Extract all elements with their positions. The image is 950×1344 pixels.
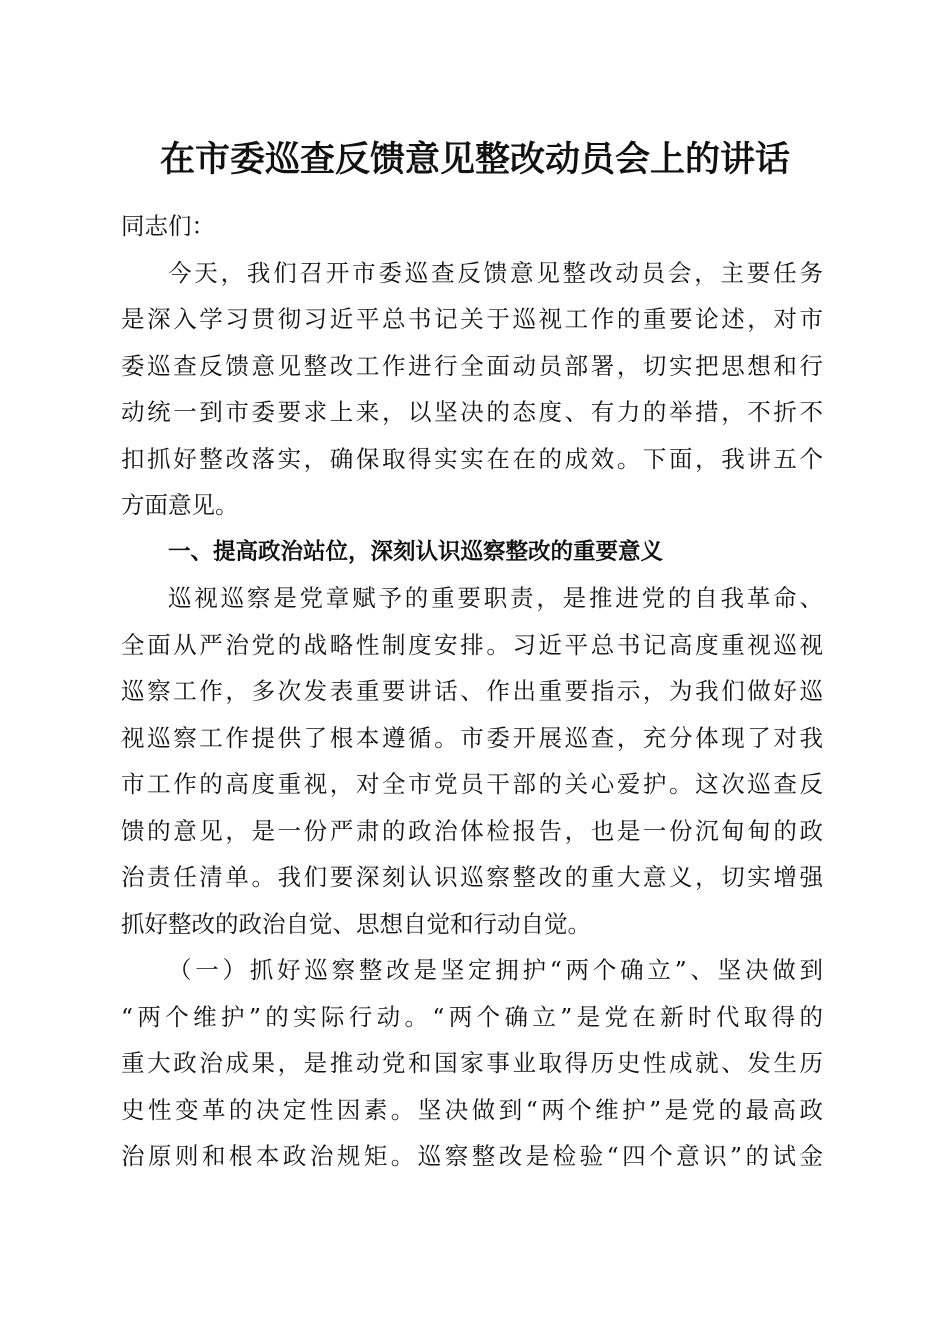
text-line: 市工作的高度重视，对全市党员干部的关心爱护。这次巡查反 [121,770,823,798]
text-line: 方面意见。 [121,491,239,519]
text-line: 全面从严治党的战略性制度安排。习近平总书记高度重视巡视 [121,630,823,659]
text-line: 是深入学习贯彻习近平总书记关于巡视工作的重要论述，对市 [121,305,823,333]
text-line: 抓好整改的政治自觉、思想自觉和行动自觉。 [121,909,591,938]
text-line: 馈的意见，是一份严肃的政治体检报告，也是一份沉甸甸的政 [121,816,823,845]
text-line: 今天，我们召开市委巡查反馈意见整改动员会，主要任务 [168,258,823,287]
text-line: 治责任清单。我们要深刻认识巡察整改的重大意义，切实增强 [121,863,823,891]
paragraph-section-one [121,575,823,947]
paragraph-subsection-one [121,947,823,1180]
section-heading: 一、提高政治站位，深刻认识巡察整改的重要意义 [168,538,664,565]
paragraph-opening [121,250,823,529]
document-body [121,203,823,1180]
text-line: 委巡查反馈意见整改工作进行全面动员部署，切实把思想和行 [121,351,823,380]
text-line: 治原则和根本政治规矩。巡察整改是检验“四个意识”的试金 [121,1142,823,1170]
text-line: “两个维护”的实际行动。“两个确立”是党在新时代取得的 [121,1002,823,1031]
text-line: 巡视巡察是党章赋予的重要职责，是推进党的自我革命、 [168,584,823,612]
text-line: 史性变革的决定性因素。坚决做到“两个维护”是党的最高政 [121,1095,823,1124]
text-line: 扣抓好整改落实，确保取得实实在在的成效。下面，我讲五个 [121,444,823,473]
text-line: 巡察工作，多次发表重要讲话、作出重要指示，为我们做好巡 [121,677,823,705]
text-line: 动统一到市委要求上来，以坚决的态度、有力的举措，不折不 [121,398,823,426]
text-line: 重大政治成果，是推动党和国家事业取得历史性成就、发生历 [121,1049,823,1077]
document-title: 在市委巡查反馈意见整改动员会上的讲话 [159,139,790,180]
text-line: 视巡察工作提供了根本遵循。市委开展巡查，充分体现了对我 [121,723,823,752]
salutation: 同志们： [121,212,215,240]
text-line: （一）抓好巡察整改是坚定拥护“两个确立”、坚决做到 [168,956,823,984]
